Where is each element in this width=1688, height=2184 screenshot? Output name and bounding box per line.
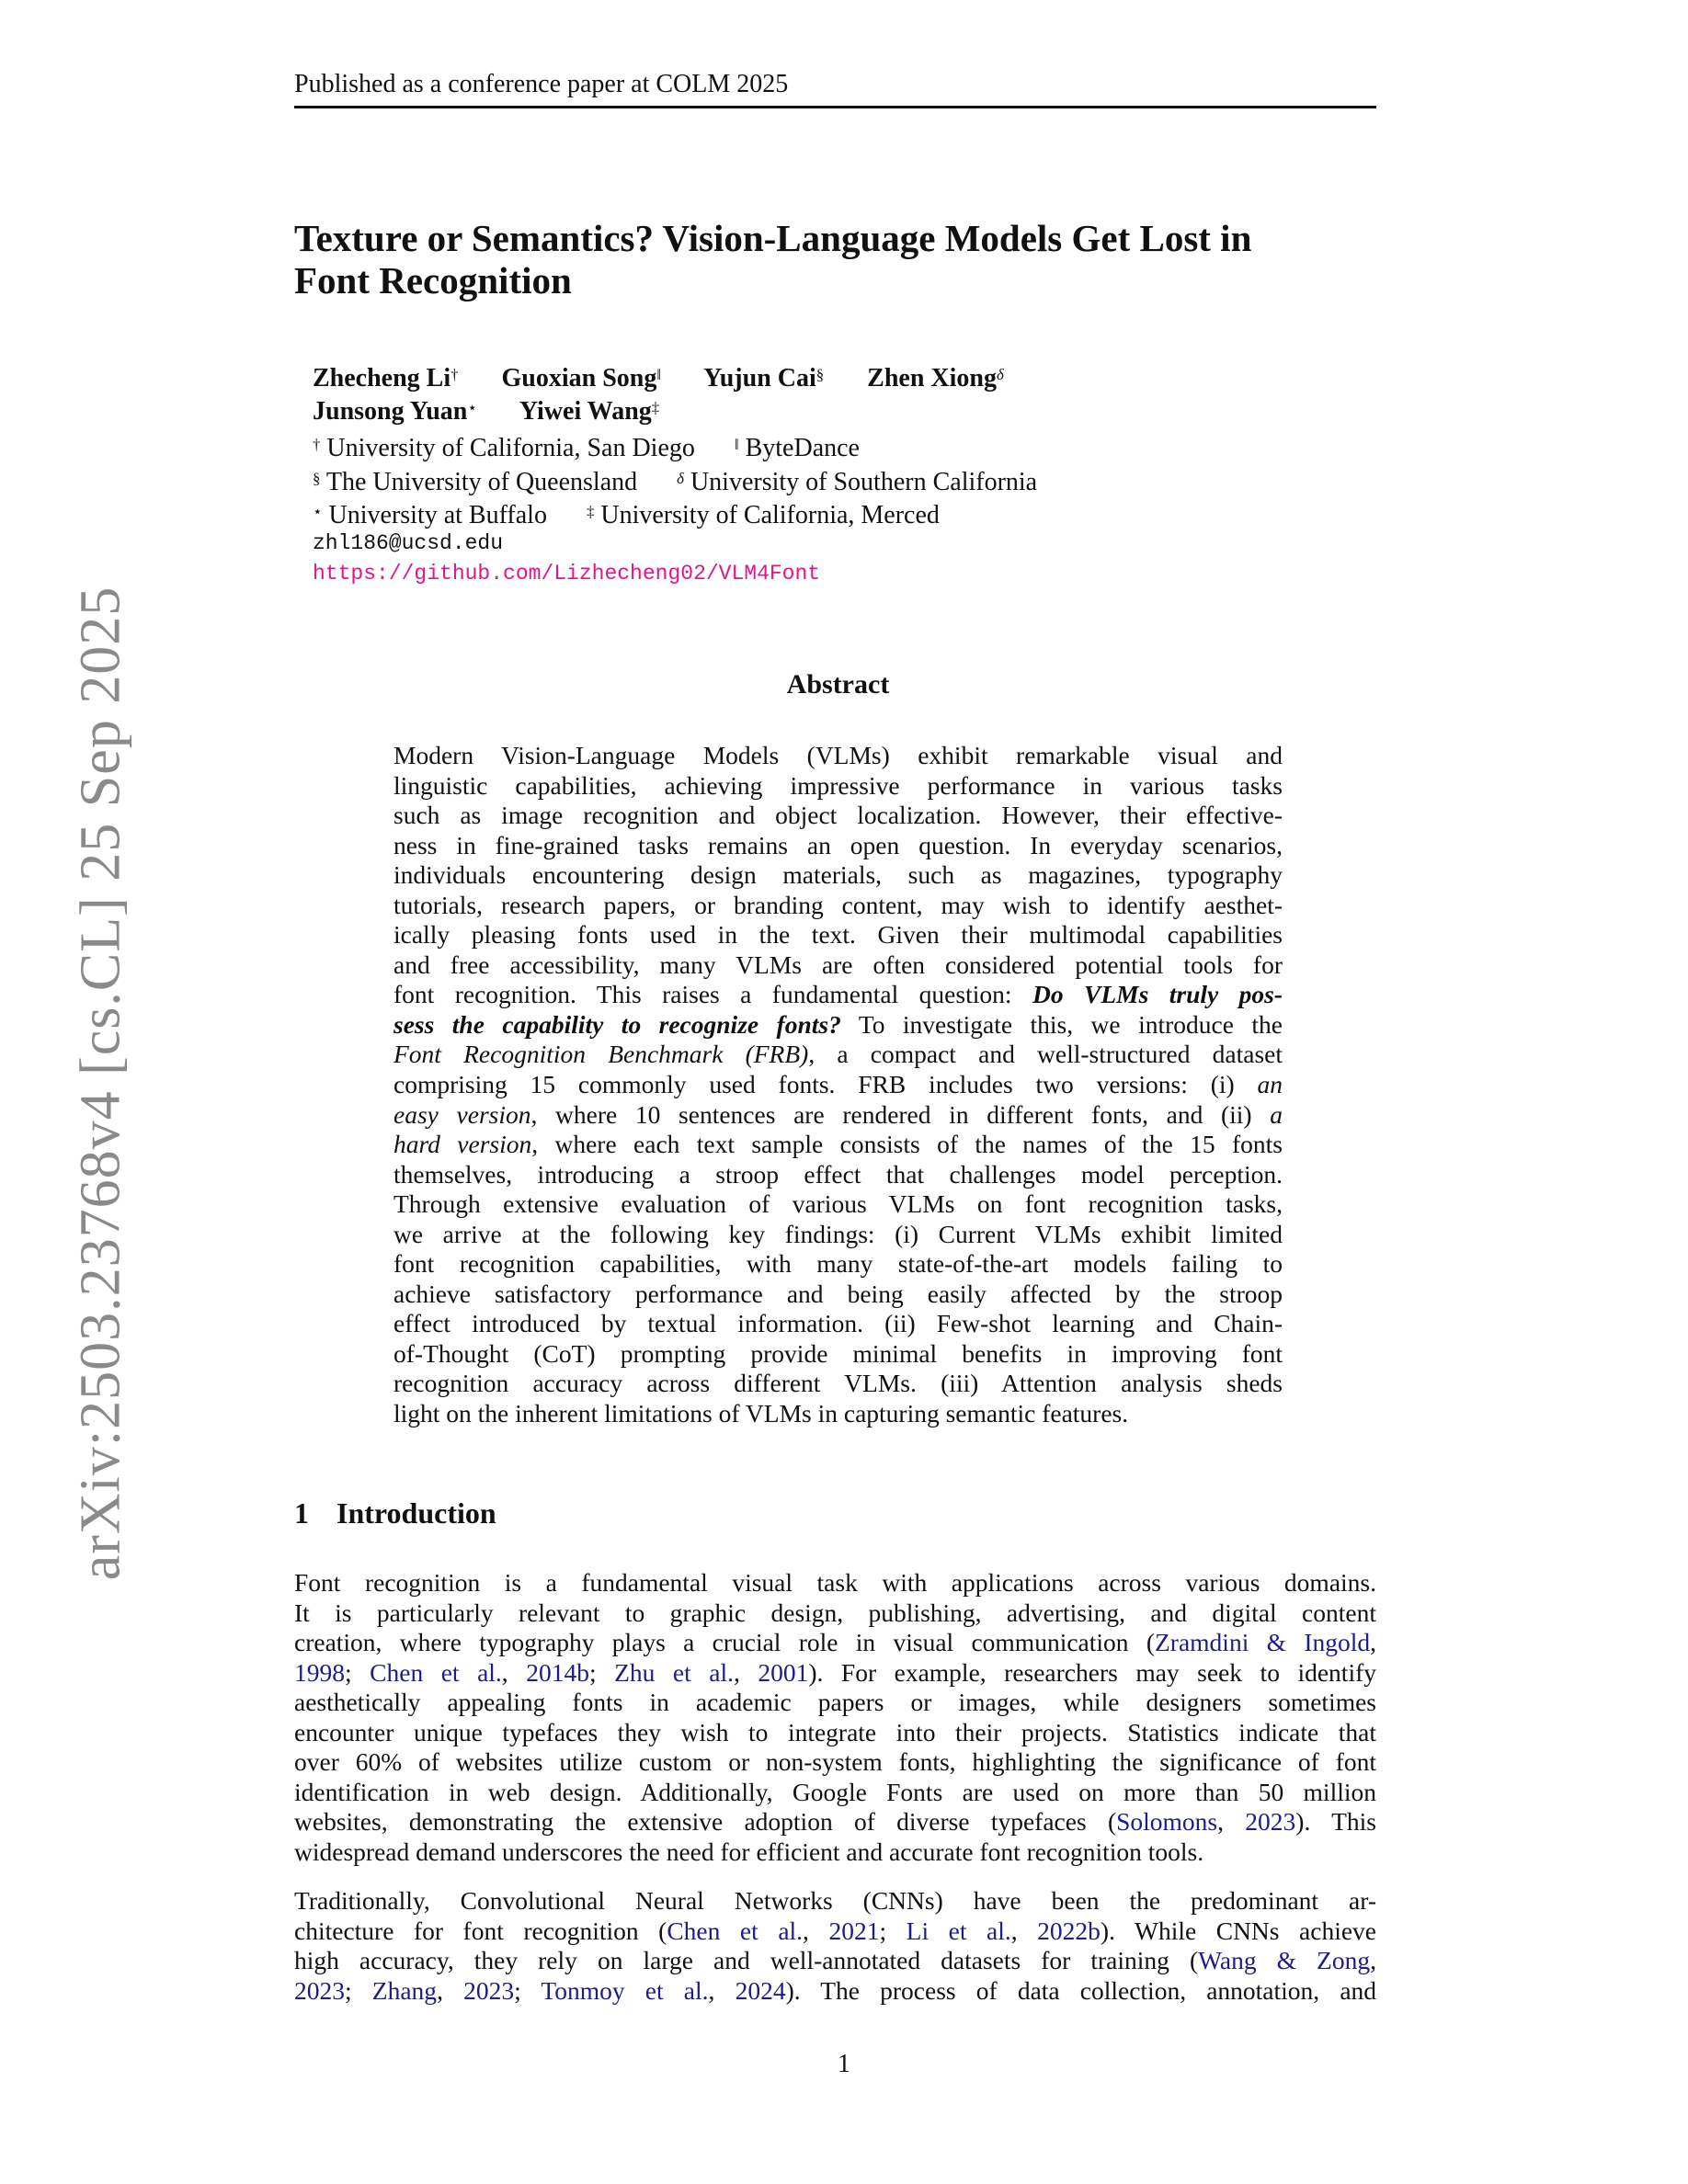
text-run: ically pleasing fonts used in the text. Given their multimodal capabilities: [393, 920, 1283, 950]
text-run: ). This: [1295, 1807, 1376, 1837]
text-line: [393, 980, 1283, 1010]
text-run: Through extensive evaluation of various VLMs on font recognition tasks,: [393, 1189, 1283, 1219]
citation-link[interactable]: 2024: [735, 1975, 786, 2005]
text-run: effect introduced by textual information. (ii) Few-shot learning and Chain-: [393, 1309, 1283, 1338]
text-line: [393, 741, 1283, 771]
text-run: It is particularly relevant to graphic design, publishing, advertising, and digital content: [294, 1598, 1376, 1627]
affiliation-list: [313, 432, 1070, 533]
author: Yiwei Wang‡: [519, 397, 660, 426]
text-run: creation, where typography plays a crucial role in visual communication (: [294, 1628, 1155, 1657]
text-run: comprising 15 commonly used fonts. FRB includes two versions: (i): [393, 1070, 1258, 1099]
text-run: high accuracy, they rely on large and well-annotated datasets for training (: [294, 1946, 1199, 1975]
citation-link[interactable]: 2022b: [1037, 1916, 1101, 1945]
citation-link[interactable]: Tonmoy et al.: [541, 1975, 709, 2005]
text-run: ,: [1370, 1628, 1376, 1657]
title-line: Font Recognition: [294, 259, 572, 301]
text-run: , a compact and well-structured dataset: [808, 1040, 1283, 1069]
text-run: and free accessibility, many VLMs are often considered potential tools for: [393, 950, 1283, 979]
text-line: [294, 1917, 1376, 1947]
text-line: [393, 1160, 1283, 1190]
emphasized-text: sess the capability to recognize fonts?: [393, 1009, 841, 1039]
section-heading-introduction: [294, 1496, 496, 1530]
text-run: ,: [437, 1975, 464, 2005]
text-line: [393, 1309, 1283, 1339]
text-run: ,: [733, 1657, 758, 1687]
author: Guoxian Song‖: [501, 364, 662, 392]
text-run: we arrive at the following key findings: (i) Current VLMs exhibit limited: [393, 1219, 1283, 1248]
text-line: [393, 1189, 1283, 1220]
text-run: Traditionally, Convolutional Neural Networks (CNNs) have been the predominant ar-: [294, 1886, 1376, 1915]
affiliation: † University of California, San Diego: [313, 434, 695, 462]
emphasized-text: hard version: [393, 1130, 532, 1159]
section-number: 1: [294, 1496, 309, 1530]
citation-link[interactable]: 2001: [758, 1657, 809, 1687]
text-run: recognition accuracy across different VLMs. (iii) Attention analysis sheds: [393, 1369, 1283, 1398]
title-line: Texture or Semantics? Vision-Language Models Get Lost in: [294, 217, 1252, 259]
text-run: linguistic capabilities, achieving impressive performance in various tasks: [393, 770, 1283, 800]
text-line: [393, 771, 1283, 802]
text-run: ;: [345, 1657, 371, 1687]
text-run: widespread demand underscores the need for efficient and accurate font recognition tools.: [294, 1837, 1204, 1866]
text-run: light on the inherent limitations of VLMs in capturing semantic features.: [393, 1399, 1129, 1428]
citation-link[interactable]: 2023: [1245, 1807, 1296, 1837]
text-line: [294, 1718, 1376, 1748]
text-line: [294, 1747, 1376, 1778]
text-run: ;: [879, 1916, 907, 1945]
text-run: ). While CNNs achieve: [1100, 1916, 1377, 1945]
text-run: , where each text sample consists of the names of the 15 fonts: [531, 1130, 1283, 1159]
page-number: 1: [838, 2050, 850, 2078]
affiliation: ⋆ University at Buffalo: [313, 501, 547, 529]
text-line: [393, 1399, 1283, 1429]
text-line: [393, 1369, 1283, 1399]
text-run: over 60% of websites utilize custom or non-system fonts, highlighting the significance of font: [294, 1747, 1376, 1777]
author-list: [313, 362, 1041, 428]
text-line: [393, 1130, 1283, 1160]
affiliation: § The University of Queensland: [313, 467, 638, 496]
text-run: ). The process of data collection, annotation, and: [785, 1975, 1377, 2005]
text-run: font recognition. This raises a fundamental question:: [393, 980, 1032, 1009]
abstract-heading: Abstract: [786, 669, 890, 700]
text-run: tutorials, research papers, or branding content, may wish to identify aesthet-: [393, 890, 1283, 919]
text-line: [393, 950, 1283, 981]
text-line: [393, 1249, 1283, 1280]
text-run: ). For example, researchers may seek to identify: [808, 1657, 1376, 1687]
text-run: themselves, introducing a stroop effect that challenges model perception.: [393, 1159, 1283, 1189]
text-run: ;: [345, 1975, 372, 2005]
text-line: [294, 1688, 1376, 1718]
text-line: [294, 1807, 1376, 1837]
affiliation: ‖ ByteDance: [734, 434, 860, 462]
citation-link[interactable]: Chen et al.: [370, 1657, 502, 1687]
text-line: [393, 1220, 1283, 1250]
emphasized-text: a: [1270, 1099, 1283, 1129]
text-run: ,: [1370, 1946, 1376, 1975]
citation-link[interactable]: Wang & Zong: [1198, 1946, 1371, 1975]
header-rule: [294, 106, 1376, 108]
text-run: such as image recognition and object localization. However, their effective-: [393, 801, 1283, 830]
text-line: [393, 1100, 1283, 1131]
text-run: ,: [803, 1916, 829, 1945]
text-run: ,: [501, 1657, 527, 1687]
section-title: Introduction: [336, 1496, 496, 1530]
text-line: [294, 1628, 1376, 1658]
text-run: , where 10 sentences are rendered in different fonts, and (ii): [530, 1099, 1271, 1129]
text-line: [294, 1778, 1376, 1808]
citation-link[interactable]: 2014b: [526, 1657, 589, 1687]
text-run: font recognition capabilities, with many state-of-the-art models failing to: [393, 1249, 1283, 1279]
text-run: individuals encountering design materials, such as magazines, typography: [393, 860, 1283, 890]
arxiv-identifier: arXiv:2503.23768v4 [cs.CL] 25 Sep 2025: [69, 586, 132, 1581]
text-line: [393, 801, 1283, 831]
text-run: To investigate this, we introduce the: [840, 1009, 1283, 1039]
text-run: websites, demonstrating the extensive adoption of diverse typefaces (: [294, 1807, 1117, 1837]
intro-paragraph-1: [294, 1568, 1376, 1867]
affiliation: $^\delta$ University of Southern California: [677, 467, 1038, 496]
text-line: [393, 1280, 1283, 1310]
text-run: aesthetically appealing fonts in academic papers or images, while designers sometimes: [294, 1688, 1376, 1717]
text-run: achieve satisfactory performance and being easily affected by the stroop: [393, 1279, 1283, 1308]
citation-link[interactable]: Chen et al.: [667, 1916, 804, 1945]
text-line: [294, 1568, 1376, 1598]
author: Zhen Xiong$^\delta$: [867, 364, 1004, 392]
contact-email: zhl186@ucsd.edu: [313, 531, 504, 555]
affiliation: ‡ University of California, Merced: [586, 501, 940, 529]
github-repo-link[interactable]: https://github.com/Lizhecheng02/VLM4Font: [313, 562, 821, 586]
text-run: Font recognition is a fundamental visual task with applications across various domains.: [294, 1568, 1376, 1597]
text-line: [294, 1598, 1376, 1629]
text-run: ness in fine-grained tasks remains an open question. In everyday scenarios,: [393, 830, 1283, 859]
text-line: [393, 1040, 1283, 1070]
text-line: [294, 1886, 1376, 1917]
citation-link[interactable]: Solomons: [1116, 1807, 1218, 1837]
text-line: [393, 920, 1283, 950]
text-line: [393, 1339, 1283, 1370]
text-run: identification in web design. Additionally, Google Fonts are used on more than 50 million: [294, 1777, 1376, 1806]
citation-link[interactable]: Zramdini & Ingold: [1155, 1628, 1371, 1657]
text-line: [393, 1010, 1283, 1041]
text-line: [294, 1658, 1376, 1689]
emphasized-text: easy version: [393, 1099, 531, 1129]
citation-link[interactable]: 1998: [294, 1657, 345, 1687]
text-line: [393, 1070, 1283, 1100]
text-run: of-Thought (CoT) prompting provide minimal benefits in improving font: [393, 1338, 1283, 1368]
text-run: chitecture for font recognition (: [294, 1916, 667, 1945]
running-header: Published as a conference paper at COLM 2025: [294, 70, 789, 98]
citation-link[interactable]: 2023: [294, 1975, 345, 2005]
text-run: encounter unique typefaces they wish to integrate into their projects. Statistics indicate that: [294, 1717, 1376, 1746]
text-line: [393, 860, 1283, 891]
intro-paragraph-2: [294, 1886, 1376, 2006]
citation-link[interactable]: Li et al.: [906, 1916, 1011, 1945]
citation-link[interactable]: 2023: [463, 1975, 515, 2005]
text-line: [294, 1837, 1376, 1868]
author: Junsong Yuan⋆: [313, 397, 477, 426]
text-run: ,: [1010, 1916, 1038, 1945]
paper-title: [294, 217, 1397, 301]
author: Zhecheng Li†: [313, 364, 459, 392]
emphasized-text: an: [1257, 1070, 1283, 1099]
citation-link[interactable]: Zhu et al.: [614, 1657, 734, 1687]
text-run: ;: [514, 1975, 542, 2005]
emphasized-text: Do VLMs truly pos-: [1032, 980, 1283, 1009]
text-run: ,: [1217, 1807, 1246, 1837]
citation-link[interactable]: 2021: [828, 1916, 880, 1945]
text-line: [294, 1976, 1376, 2007]
text-line: [393, 831, 1283, 861]
text-line: [393, 891, 1283, 921]
emphasized-text: Font Recognition Benchmark (FRB): [393, 1040, 809, 1069]
citation-link[interactable]: Zhang: [371, 1975, 438, 2005]
author: Yujun Cai§: [703, 364, 825, 392]
text-run: ,: [708, 1975, 736, 2005]
text-line: [294, 1946, 1376, 1976]
text-run: ;: [588, 1657, 615, 1687]
text-run: Modern Vision-Language Models (VLMs) exhibit remarkable visual and: [393, 741, 1283, 769]
abstract-body: [393, 741, 1283, 1429]
